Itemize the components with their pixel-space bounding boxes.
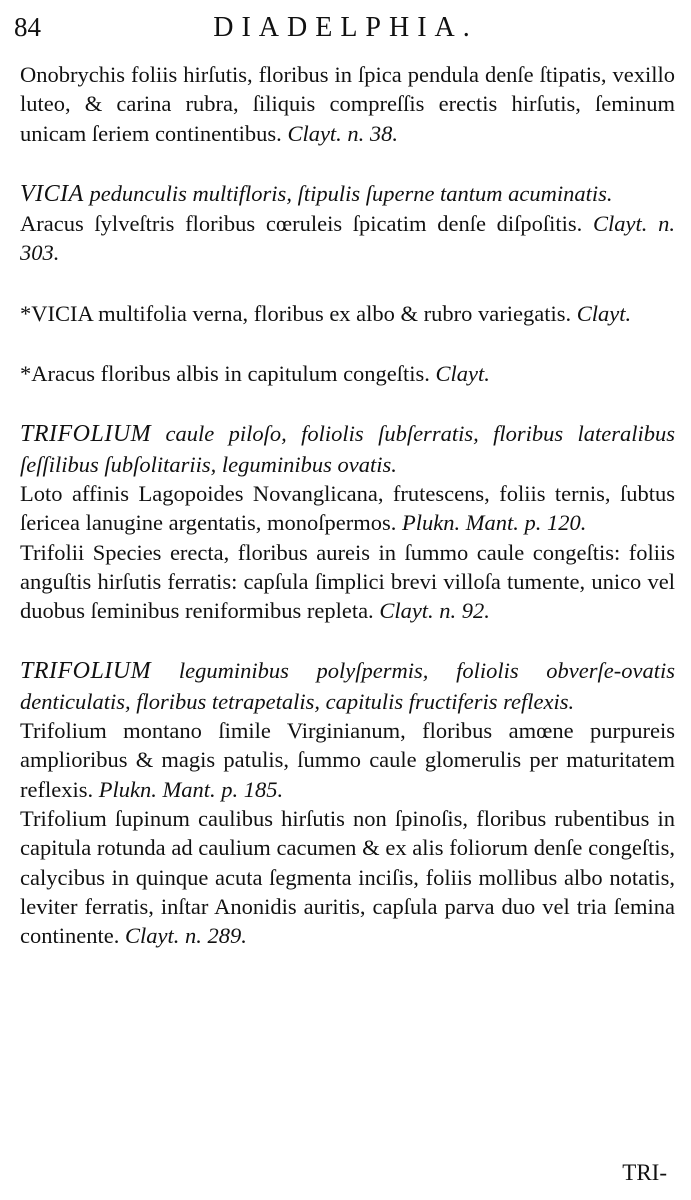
synonym-description: *Aracus floribus albis in capitulum congeſtis. xyxy=(20,361,430,387)
species-entry xyxy=(20,179,675,268)
catchword: TRI- xyxy=(622,1160,667,1185)
diagnosis-line xyxy=(20,419,675,479)
synonym-description: Onobrychis foliis hirſutis, floribus in ſpica pendula denſe ſtipatis, vexillo luteo, & carina rubra, ſiliquis compreſſis erectis hirſutis, ſeminum unicam ſeriem continentibus. xyxy=(20,62,675,146)
citation: Clayt. n. 289. xyxy=(124,923,247,949)
synonym-text xyxy=(20,299,675,328)
synonym-description: *VICIA multifolia verna, floribus ex albo & rubro variegatis. xyxy=(20,300,572,326)
species-entry xyxy=(20,299,675,328)
synonym-description: Trifolium ſupinum caulibus hirſutis non ſpinoſis, floribus rubentibus in capitula rotunda ad caulium cacumen & ex alis foliorum denſe congeſtis, calycibus in quinque acuta ſegmenta inciſis, foliis mollibus albo notatis, leviter ferratis, inſtar Anonidis auritis, capſula parva duo vel tria ſemina continente. xyxy=(20,805,675,949)
synonym-text xyxy=(20,716,675,804)
synonym-description: Aracus ſylveſtris floribus cœruleis ſpicatim denſe diſpoſitis. xyxy=(20,211,583,237)
species-entry xyxy=(20,60,675,148)
synonym-text xyxy=(20,479,675,538)
citation: Clayt. xyxy=(576,300,632,326)
diagnosis-text: pedunculis multifloris, ſtipulis ſuperne tantum acuminatis. xyxy=(89,180,613,206)
citation: Clayt. xyxy=(435,361,490,387)
synonym-description: Trifolii Species erecta, floribus aureis in ſummo caule congeſtis: foliis anguſtis hirſutis ferratis: capſula ſimplici brevi villoſa tumente, unico vel duobus ſeminibus reniformibus repleta. xyxy=(20,539,675,624)
page-header xyxy=(14,10,677,46)
page-number: 84 xyxy=(14,12,41,42)
synonym-text xyxy=(20,209,675,268)
diagnosis-line xyxy=(20,179,675,209)
synonym-description: Loto affinis Lagopoides Novanglicana, frutescens, foliis ternis, ſubtus ſericea lanugine argentatis, monoſpermos. xyxy=(20,480,675,536)
running-title: DIADELPHIA. xyxy=(213,12,478,43)
citation: Clayt. n. 38. xyxy=(287,120,399,146)
species-entry xyxy=(20,419,675,625)
page-body xyxy=(20,60,675,981)
species-entry xyxy=(20,359,675,388)
synonym-text xyxy=(20,60,675,148)
citation: Clayt. n. 92. xyxy=(379,598,490,624)
synonym-text xyxy=(20,359,675,388)
synonym-text xyxy=(20,538,675,626)
species-entry xyxy=(20,656,675,950)
synonym-text xyxy=(20,804,675,950)
genus-name: VICIA xyxy=(20,180,84,207)
genus-name: TRIFOLIUM xyxy=(20,658,152,685)
diagnosis-text: caule piloſo, foliolis ſubſerratis, floribus lateralibus ſeſſilibus ſubſolitariis, leguminibus ovatis. xyxy=(20,421,675,477)
diagnosis-line xyxy=(20,656,675,716)
diagnosis-text: leguminibus polyſpermis, foliolis obverſe-ovatis denticulatis, floribus tetrapetalis, capitulis fructiferis reflexis. xyxy=(20,658,676,714)
citation: Plukn. Mant. p. 120. xyxy=(401,510,587,536)
citation: Clayt. n. 303. xyxy=(20,211,675,266)
synonym-description: Trifolium montano ſimile Virginianum, floribus amœne purpureis amplioribus & magis patulis, ſummo caule glomerulis per maturitatem reflexis. xyxy=(20,718,675,802)
genus-name: TRIFOLIUM xyxy=(20,421,152,448)
citation: Plukn. Mant. p. 185. xyxy=(98,776,284,802)
